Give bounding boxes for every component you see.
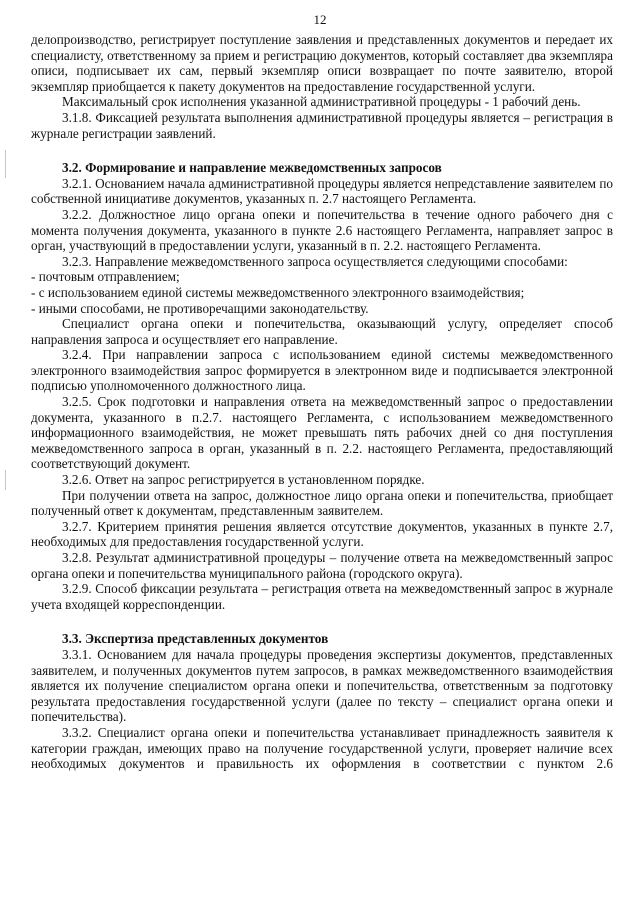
section-heading: 3.3. Экспертиза представленных документов xyxy=(62,631,329,647)
document-body xyxy=(31,32,613,772)
paragraph: 3.2.3. Направление межведомственного запроса осуществляется следующими способами: xyxy=(62,253,568,269)
paragraph: Специалист органа опеки и попечительства, оказывающий услугу, определяет способ направления запроса и осуществляет его направление. xyxy=(31,316,613,347)
paragraph: 3.2.9. Способ фиксации результата – регистрация ответа на межведомственный запрос в журнале учета входящей корреспонденции. xyxy=(31,581,613,612)
paragraph: - иными способами, не противоречащими законодательству. xyxy=(31,300,369,316)
paragraph: делопроизводство, регистрирует поступление заявления и представленных документов и передает их специалисту, ответственному за прием и регистрацию документов, который составляет два экземпляра описи, подписывает их сам, первый экземпляр описи возвращает по почте заявителю, второй экземпляр приобщается к пакету документов на предоставление государственной услуги. xyxy=(31,32,613,94)
section-heading: 3.2. Формирование и направление межведомственных запросов xyxy=(62,160,442,176)
paragraph: 3.2.1. Основанием начала административной процедуры является непредставление заявителем по собственной инициативе документов, указанных п. 2.7 настоящего Регламента. xyxy=(31,175,613,207)
page-number: 12 xyxy=(313,12,327,27)
paragraph: 3.3.1. Основанием для начала процедуры проведения экспертизы документов, представленных заявителем, и полученных документов путем запросов, в рамках межведомственного взаимодействия является их получение специалистом органа опеки и попечительства, ответственным за подготовку результата предоставления государственной услуги (далее по тексту – специалист органа опеки и попечительства). xyxy=(31,646,613,725)
section-spacer xyxy=(31,141,613,160)
paragraph: 3.2.6. Ответ на запрос регистрируется в установленном порядке. xyxy=(62,472,425,488)
paragraph: Максимальный срок исполнения указанной административной процедуры - 1 рабочий день. xyxy=(62,94,581,110)
paragraph: 3.2.5. Срок подготовки и направления ответа на межведомственный запрос о предоставлении документа, указанного в п.2.7. настоящего Регламента, с использованием межведомственного информационного взаимодействия, не может превышать пять рабочих дней со дня поступления межведомственного запроса в орган, указанный в п. 2.2. настоящего Регламента, предоставляющий соответствующий документ. xyxy=(31,394,613,472)
paragraph: При получении ответа на запрос, должностное лицо органа опеки и попечительства, приобщает полученный ответ к документам, представленным заявителем. xyxy=(31,487,613,519)
scan-edge-mark xyxy=(5,150,6,178)
paragraph: 3.2.4. При направлении запроса с использованием единой системы межведомственного электронного взаимодействия запрос формируется в электронном виде и подписывается электронной подписью уполномоченного должностного лица. xyxy=(31,347,613,394)
section-spacer xyxy=(31,612,613,631)
scan-edge-mark xyxy=(5,470,6,490)
paragraph: 3.3.2. Специалист органа опеки и попечительства устанавливает принадлежность заявителя к категории граждан, имеющих право на получение государственной услуги, проверяет наличие всех необходимых документов и правильность их оформления в соответствии с пунктом 2.6 xyxy=(31,724,613,772)
paragraph: 3.2.7. Критерием принятия решения является отсутствие документов, указанных в пункте 2.7, необходимых для предоставления государственной услуги. xyxy=(31,518,613,550)
paragraph: - с использованием единой системы межведомственного электронного взаимодействия; xyxy=(31,284,525,300)
paragraph: 3.2.8. Результат административной процедуры – получение ответа на межведомственный запрос органа опеки и попечительства муниципального района (городского округа). xyxy=(31,550,613,581)
paragraph: 3.2.2. Должностное лицо органа опеки и попечительства в течение одного рабочего дня с момента получения документа, указанного в пункте 2.6 настоящего Регламента, направляет запрос в орган, участвующий в предоставлении услуги, указанный в п. 2.2. настоящего Регламента. xyxy=(31,206,613,254)
paragraph: - почтовым отправлением; xyxy=(31,269,180,285)
paragraph: 3.1.8. Фиксацией результата выполнения административной процедуры является – регистрация в журнале регистрации заявлений. xyxy=(31,109,613,141)
